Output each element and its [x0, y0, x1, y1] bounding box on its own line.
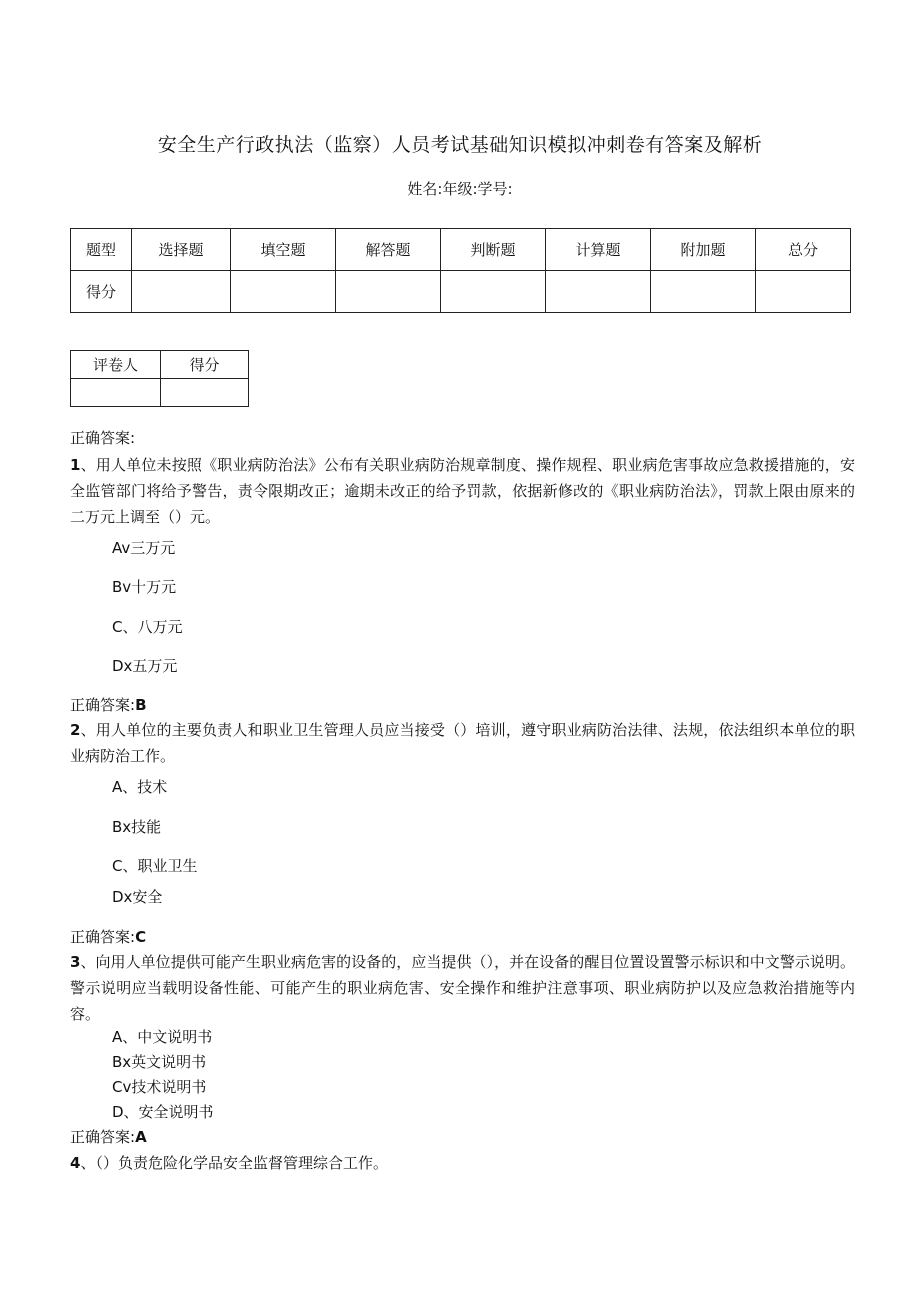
score-input-cell[interactable] — [441, 271, 546, 313]
score-input-cell[interactable] — [651, 271, 756, 313]
question-3-option-c: Cv技术说明书 — [112, 1078, 207, 1096]
answer-label: 正确答案: — [70, 1128, 136, 1146]
grader-header-cell: 评卷人 — [71, 351, 161, 379]
question-3-text — [70, 949, 855, 1027]
question-2-answer — [70, 926, 855, 948]
document-title: 安全生产行政执法（监察）人员考试基础知识模拟冲刺卷有答案及解析 — [157, 134, 763, 156]
grader-table-input-row — [71, 379, 249, 407]
score-input-cell[interactable] — [546, 271, 651, 313]
question-1-option-d: Dx五万元 — [112, 657, 178, 675]
score-input-cell[interactable] — [756, 271, 851, 313]
question-number: 1 — [70, 456, 81, 474]
question-3-option-a: A、中文说明书 — [112, 1028, 213, 1046]
score-header-cell: 计算题 — [546, 229, 651, 271]
score-header-cell: 填空题 — [231, 229, 336, 271]
question-number: 2 — [70, 721, 81, 739]
answer-label: 正确答案: — [70, 696, 136, 714]
score-table-score-row — [71, 271, 851, 313]
score-header-cell: 选择题 — [132, 229, 231, 271]
question-body: 、向用人单位提供可能产生职业病危害的设备的，应当提供（），并在设备的醒目位置设置警示标识和中文警示说明。警示说明应当载明设备性能、可能产生的职业病危害、安全操作和维护注意事项、职业病防护以及应急救治措施等内容。 — [70, 953, 855, 1023]
question-number: 3 — [70, 953, 81, 971]
question-1-text — [70, 452, 855, 530]
score-header-cell: 判断题 — [441, 229, 546, 271]
question-body: 、（）负责危险化学品安全监督管理综合工作。 — [80, 1154, 388, 1172]
question-3-option-d: D、安全说明书 — [112, 1103, 214, 1121]
grader-table — [70, 350, 249, 407]
grader-table-header-row — [71, 351, 249, 379]
question-2-option-a: A、技术 — [112, 778, 168, 796]
score-row-label: 得分 — [71, 271, 132, 313]
question-2-option-d: Dx安全 — [112, 888, 163, 906]
answer-value: A — [135, 1128, 147, 1146]
grader-header-cell: 得分 — [161, 351, 249, 379]
student-info-line: 姓名:年级:学号: — [407, 180, 513, 198]
score-header-cell: 总分 — [756, 229, 851, 271]
question-4-text — [70, 1152, 855, 1174]
question-2-option-c: C、职业卫生 — [112, 857, 198, 875]
answer-value: C — [135, 928, 147, 946]
question-1-answer — [70, 694, 855, 716]
question-2-option-b: Bx技能 — [112, 818, 162, 836]
score-input-cell[interactable] — [132, 271, 231, 313]
question-1-option-c: C、八万元 — [112, 618, 183, 636]
intro-answer-label: 正确答案: — [70, 429, 136, 447]
score-header-cell: 题型 — [71, 229, 132, 271]
score-input-cell[interactable] — [231, 271, 336, 313]
grader-input-cell[interactable] — [161, 379, 249, 407]
grader-input-cell[interactable] — [71, 379, 161, 407]
question-3-answer — [70, 1126, 855, 1148]
score-table-header-row — [71, 229, 851, 271]
question-number: 4 — [70, 1154, 81, 1172]
score-header-cell: 解答题 — [336, 229, 441, 271]
question-1-option-b: Bv十万元 — [112, 578, 177, 596]
answer-label: 正确答案: — [70, 928, 136, 946]
score-table — [70, 228, 851, 313]
question-3-option-b: Bx英文说明书 — [112, 1053, 207, 1071]
answer-value: B — [135, 696, 147, 714]
question-1-option-a: Av三万元 — [112, 539, 176, 557]
question-body: 、用人单位未按照《职业病防治法》公布有关职业病防治规章制度、操作规程、职业病危害事故应急救援措施的，安全监管部门将给予警告，责令限期改正；逾期未改正的给予罚款，依据新修改的《职业病防治法》，罚款上限由原来的二万元上调至（）元。 — [70, 456, 855, 526]
question-2-text — [70, 717, 855, 769]
score-header-cell: 附加题 — [651, 229, 756, 271]
question-body: 、用人单位的主要负责人和职业卫生管理人员应当接受（）培训，遵守职业病防治法律、法规，依法组织本单位的职业病防治工作。 — [70, 721, 855, 765]
score-input-cell[interactable] — [336, 271, 441, 313]
